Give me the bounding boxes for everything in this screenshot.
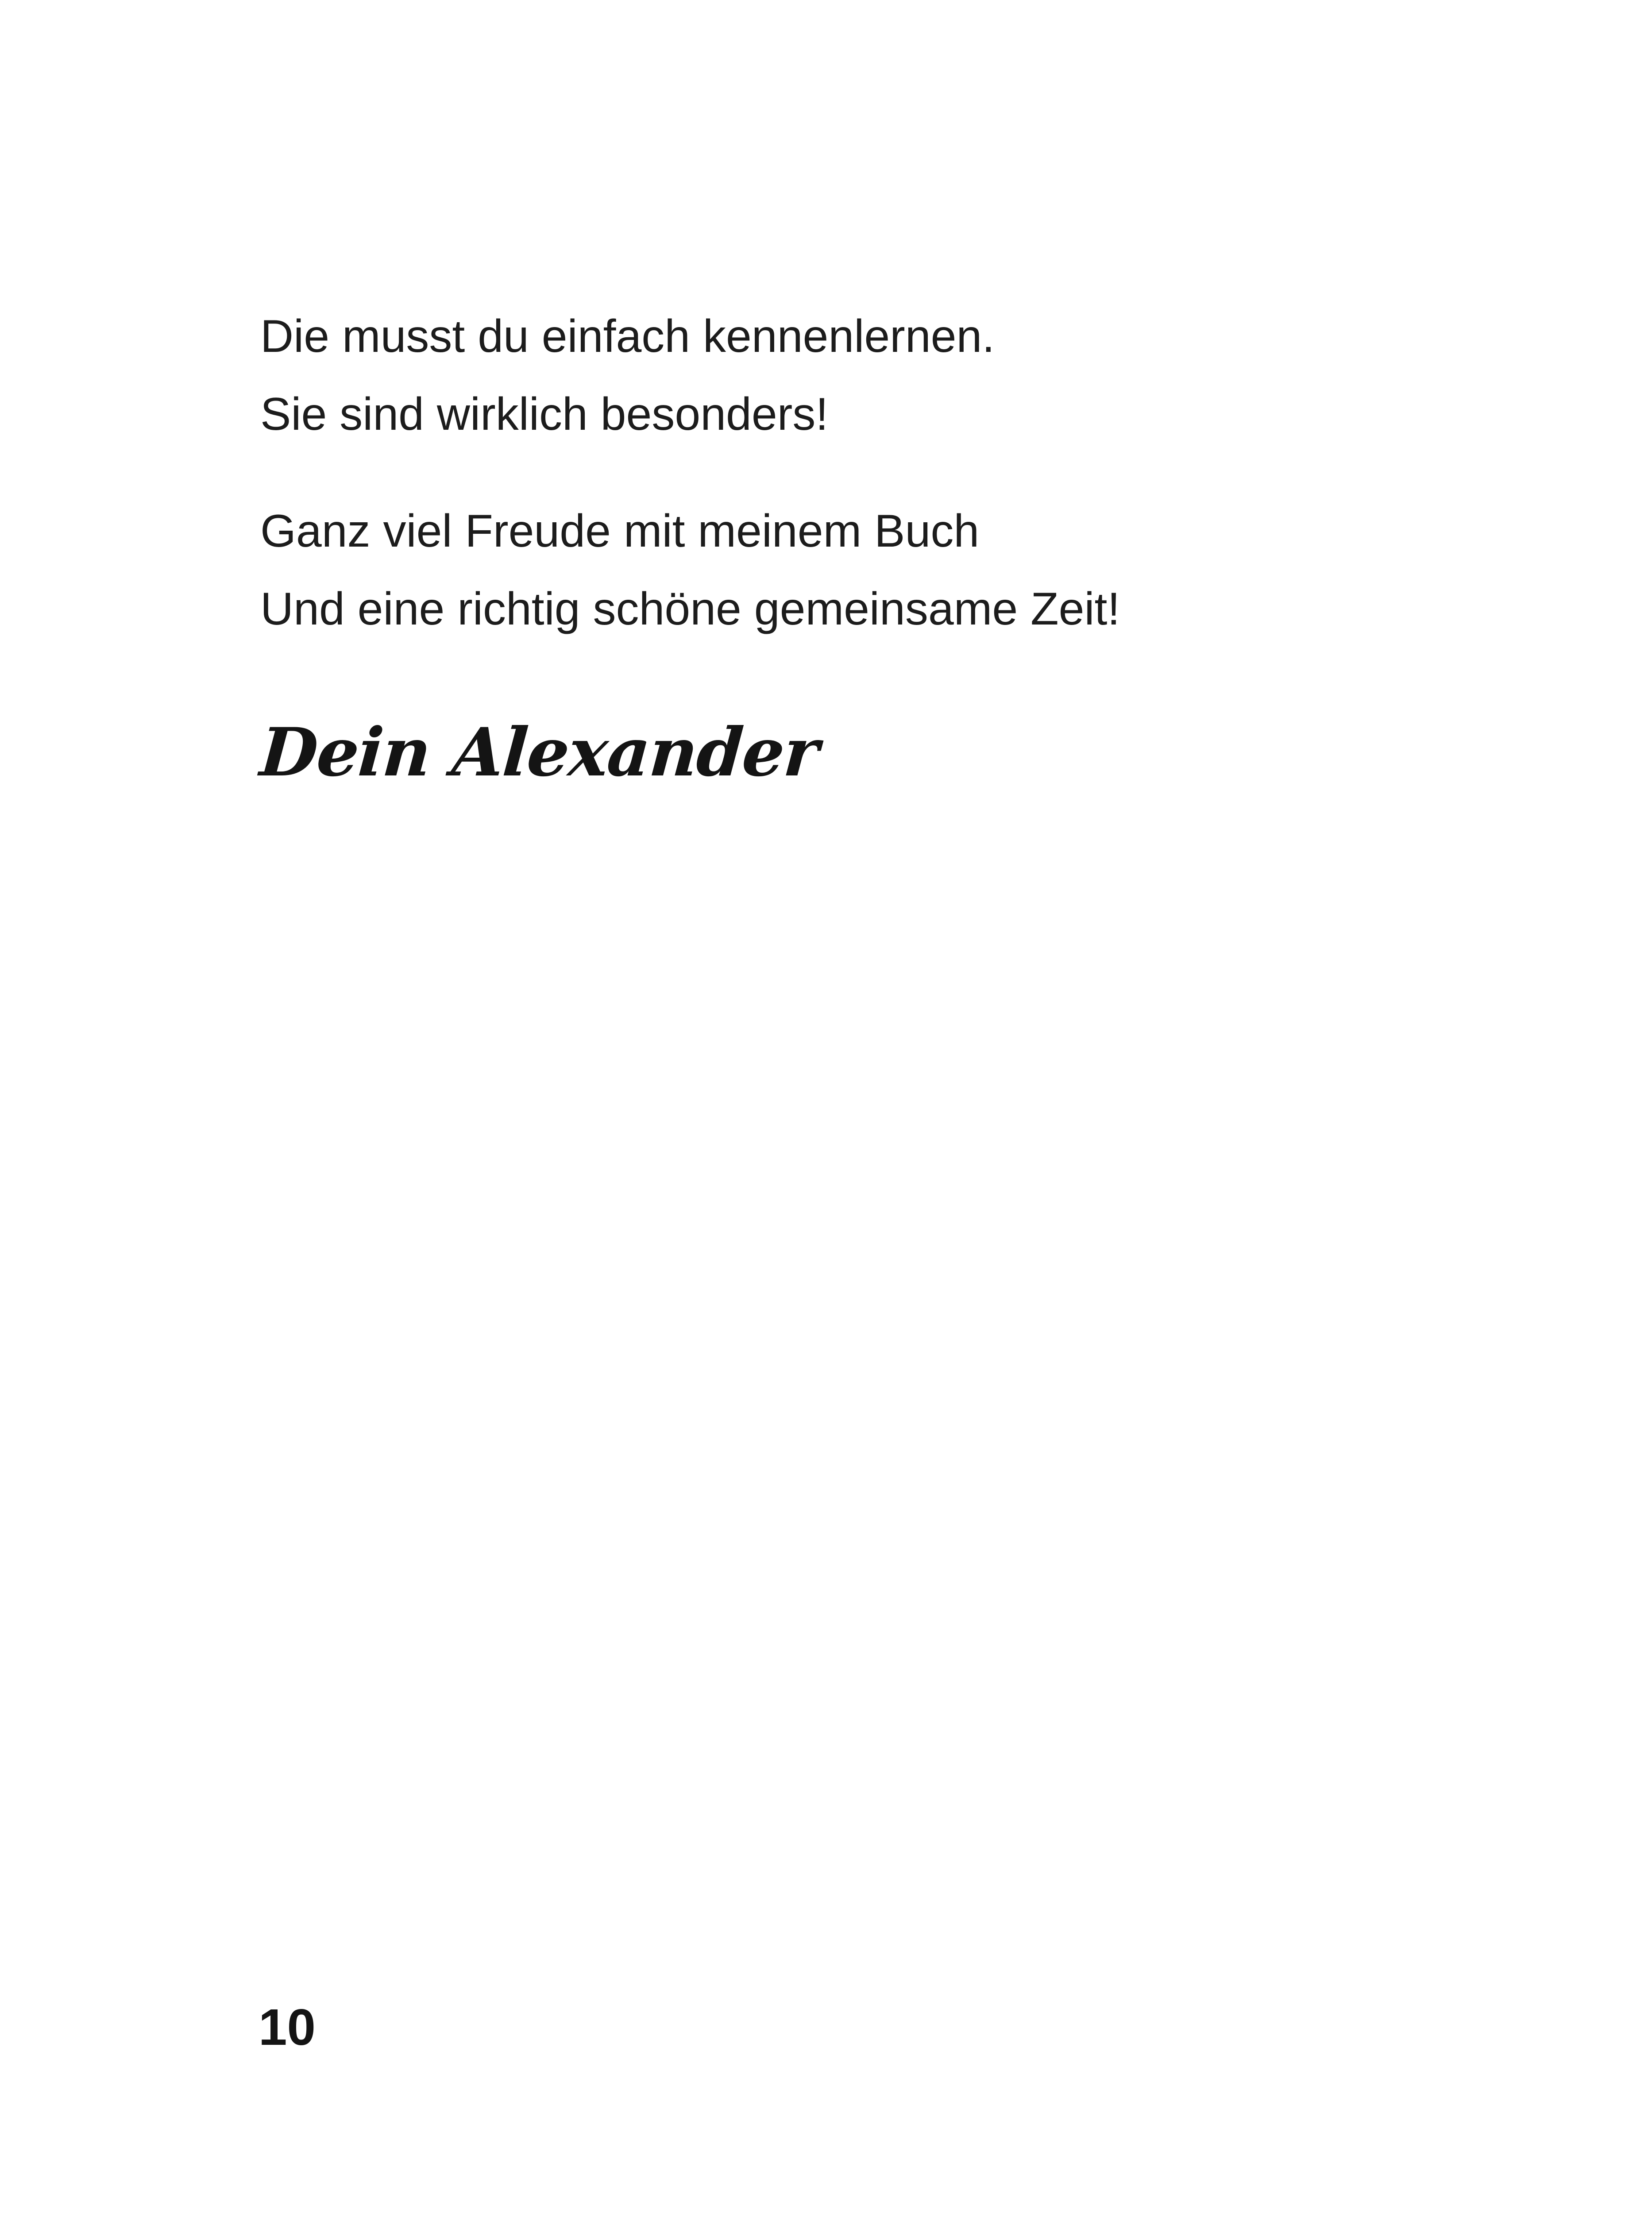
paragraph-1 — [260, 297, 1588, 453]
text-line: Ganz viel Freude mit meinem Buch — [260, 505, 980, 557]
paragraph-2 — [260, 492, 1588, 648]
text-line: Sie sind wirklich besonders! — [260, 389, 829, 440]
page-number: 10 — [259, 1998, 316, 2056]
text-line: Die musst du einfach kennenlernen. — [260, 311, 995, 362]
signature: Dein Alexander — [257, 713, 821, 791]
text-line: Und eine richtig schöne gemeinsame Zeit! — [260, 583, 1120, 635]
